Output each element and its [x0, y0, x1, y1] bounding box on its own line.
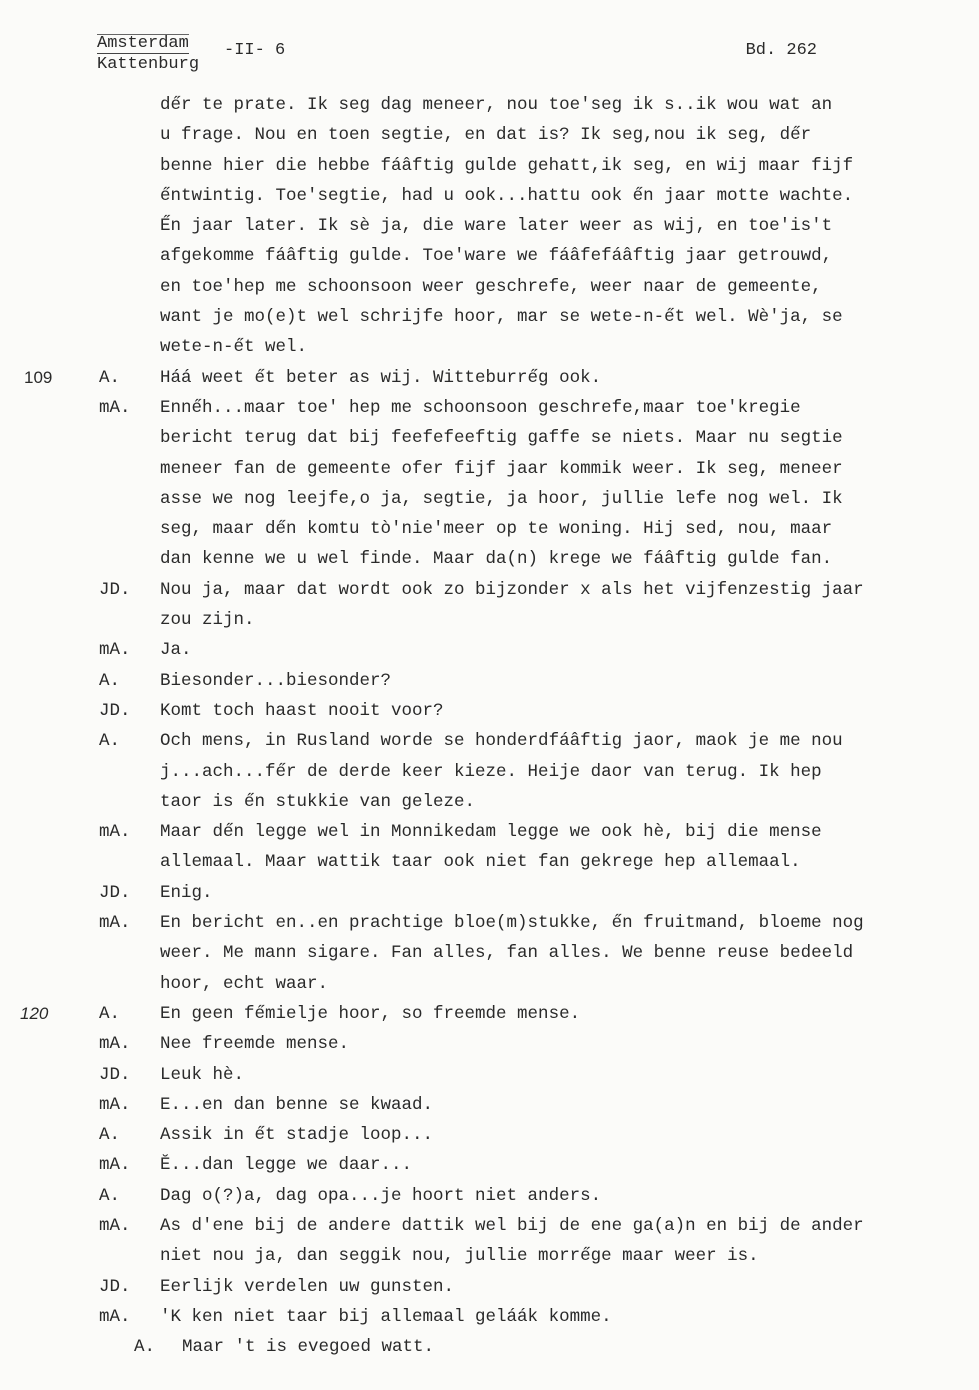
transcript-line	[0, 969, 979, 999]
transcript-line	[0, 514, 979, 544]
location-line-2: Kattenburg	[97, 55, 200, 74]
transcript-line	[0, 1060, 979, 1090]
transcript-line	[0, 847, 979, 877]
line-text: En bericht en..en prachtige bloe(m)stukke, e̋n fruitmand, bloeme nog	[160, 913, 864, 934]
transcript-line	[0, 726, 979, 756]
line-text: u frage. Nou en toen segtie, en dat is? Ik seg,nou ik seg, de̋r	[160, 125, 812, 146]
transcript-line	[0, 484, 979, 514]
line-text: Komt toch haast nooit voor?	[160, 700, 444, 721]
line-text: Och mens, in Rusland worde se honderdfáâftig jaor, maok je me nou	[160, 731, 843, 752]
line-text: afgekomme fáâftig gulde. Toe'ware we fáâfefáâftig jaar getrouwd,	[160, 246, 833, 267]
transcript-line	[0, 1150, 979, 1180]
transcript-line	[0, 423, 979, 453]
transcript-line	[0, 999, 979, 1029]
line-text: Nee freemde mense.	[160, 1034, 350, 1055]
transcript-line	[0, 1120, 979, 1150]
line-text: Eerlijk verdelen uw gunsten.	[160, 1276, 455, 1297]
line-text: En geen fe̋mielje hoor, so freemde mense.	[160, 1003, 581, 1024]
speaker-label: A.	[134, 1337, 156, 1358]
transcript-line	[0, 393, 979, 423]
transcript-line	[0, 120, 979, 150]
line-text: Nou ja, maar dat wordt ook zo bijzonder x als het vijfenzestig jaar	[160, 579, 864, 600]
line-text: Assik in e̋t stadje loop...	[160, 1125, 434, 1146]
line-text: j...ach...fe̋r de derde keer kieze. Heije daor van terug. Ik hep	[160, 761, 822, 782]
transcript-line	[0, 1181, 979, 1211]
speaker-label: JD.	[99, 1276, 131, 1297]
line-text: Maar de̋n legge wel in Monnikedam legge we ook hè, bij die mense	[160, 822, 822, 843]
speaker-label: mA.	[99, 1215, 131, 1236]
line-text: Maar 't is evegoed watt.	[182, 1337, 435, 1358]
line-text: Dag o(?)a, dag opa...je hoort niet anders.	[160, 1185, 602, 1206]
line-text: Ja.	[160, 640, 192, 661]
line-text: taor is e̋n stukkie van geleze.	[160, 791, 476, 812]
line-number: 109	[24, 367, 53, 387]
speaker-label: mA.	[99, 913, 131, 934]
line-text: 'K ken niet taar bij allemaal geláák komme.	[160, 1306, 612, 1327]
speaker-label: mA.	[99, 640, 131, 661]
transcript-line	[0, 90, 979, 120]
transcript-line	[0, 1332, 979, 1362]
speaker-label: mA.	[99, 1155, 131, 1176]
transcript-line	[0, 332, 979, 362]
transcript-line	[0, 1272, 979, 1302]
speaker-label: mA.	[99, 822, 131, 843]
tape-number: Bd. 262	[745, 41, 817, 60]
line-text: benne hier die hebbe fáâftig gulde gehatt,ik seg, en wij maar fijf	[160, 155, 854, 176]
speaker-label: mA.	[99, 1094, 131, 1115]
section-number: -II- 6	[224, 41, 286, 60]
transcript-line	[0, 878, 979, 908]
line-text: Leuk hè.	[160, 1064, 245, 1085]
transcript-line	[0, 211, 979, 241]
speaker-label: JD.	[99, 579, 131, 600]
transcript-line	[0, 1029, 979, 1059]
line-text: Biesonder...biesonder?	[160, 670, 392, 691]
line-text: E̋n jaar later. Ik sè ja, die ware later weer as wij, en toe'is't	[160, 216, 833, 237]
speaker-label: A.	[99, 670, 121, 691]
line-text: dan kenne we u wel finde. Maar da(n) krege we fáâftig gulde fan.	[160, 549, 833, 570]
transcript-line	[0, 696, 979, 726]
line-text: weer. Me mann sigare. Fan alles, fan alles. We benne reuse bedeeld	[160, 943, 854, 964]
speaker-label: mA.	[99, 1306, 131, 1327]
line-text: E...en dan benne se kwaad.	[160, 1094, 434, 1115]
location-line-1: Amsterdam	[97, 34, 189, 53]
line-text: wete-n-e̋t wel.	[160, 337, 308, 358]
speaker-label: mA.	[99, 1034, 131, 1055]
transcript-line	[0, 544, 979, 574]
transcript-line	[0, 1241, 979, 1271]
line-text: e̋ntwintig. Toe'segtie, had u ook...hattu ook e̋n jaar motte wachte.	[160, 185, 854, 206]
line-number: 120	[20, 1003, 49, 1023]
speaker-label: mA.	[99, 397, 131, 418]
line-text: Enne̋h...maar toe' hep me schoonsoon geschrefe,maar toe'kregie	[160, 397, 801, 418]
line-text: asse we nog leejfe,o ja, segtie, ja hoor, jullie lefe nog wel. Ik	[160, 488, 843, 509]
line-text: zou zijn.	[160, 610, 255, 631]
transcript-line	[0, 635, 979, 665]
transcript-line	[0, 1302, 979, 1332]
speaker-label: A.	[99, 731, 121, 752]
line-text: bericht terug dat bij feefefeeftig gaffe se niets. Maar nu segtie	[160, 428, 843, 449]
transcript-line	[0, 1211, 979, 1241]
speaker-label: A.	[99, 1003, 121, 1024]
transcript-line	[0, 757, 979, 787]
transcript-line	[0, 272, 979, 302]
line-text: want je mo(e)t wel schrijfe hoor, mar se wete-n-e̋t wel. Wè'ja, se	[160, 307, 843, 328]
line-text: meneer fan de gemeente ofer fijf jaar kommik weer. Ik seg, meneer	[160, 458, 843, 479]
speaker-label: JD.	[99, 700, 131, 721]
speaker-label: JD.	[99, 882, 131, 903]
line-text: seg, maar de̋n komtu tò'nie'meer op te woning. Hij sed, nou, maar	[160, 519, 833, 540]
speaker-label: A.	[99, 1185, 121, 1206]
transcript-line	[0, 575, 979, 605]
line-text: As d'ene bij de andere dattik wel bij de ene ga(a)n en bij de ander	[160, 1215, 864, 1236]
line-text: en toe'hep me schoonsoon weer geschrefe, weer naar de gemeente,	[160, 276, 822, 297]
speaker-label: A.	[99, 1125, 121, 1146]
transcript-line	[0, 454, 979, 484]
line-text: niet nou ja, dan seggik nou, jullie morre̋ge maar weer is.	[160, 1246, 759, 1267]
line-text: Háá weet e̋t beter as wij. Witteburre̋g ook.	[160, 367, 602, 388]
transcript-line	[0, 938, 979, 968]
transcript-line	[0, 1090, 979, 1120]
transcript-line	[0, 363, 979, 393]
transcript-line	[0, 302, 979, 332]
transcript-line	[0, 241, 979, 271]
transcript-line	[0, 666, 979, 696]
line-text: allemaal. Maar wattik taar ook niet fan gekrege hep allemaal.	[160, 852, 801, 873]
transcript-line	[0, 787, 979, 817]
speaker-label: A.	[99, 367, 121, 388]
transcript-line	[0, 151, 979, 181]
line-text: de̋r te prate. Ik seg dag meneer, nou toe'seg ik s..ik wou wat an	[160, 95, 833, 115]
page-header	[97, 34, 817, 76]
transcript-line	[0, 605, 979, 635]
line-text: Enig.	[160, 882, 213, 903]
speaker-label: JD.	[99, 1064, 131, 1085]
line-text: hoor, echt waar.	[160, 973, 329, 994]
transcript-line	[0, 181, 979, 211]
transcript-line	[0, 817, 979, 847]
line-text: Ĕ...dan legge we daar...	[160, 1155, 413, 1176]
transcript-line	[0, 908, 979, 938]
transcript-body	[0, 90, 979, 1362]
